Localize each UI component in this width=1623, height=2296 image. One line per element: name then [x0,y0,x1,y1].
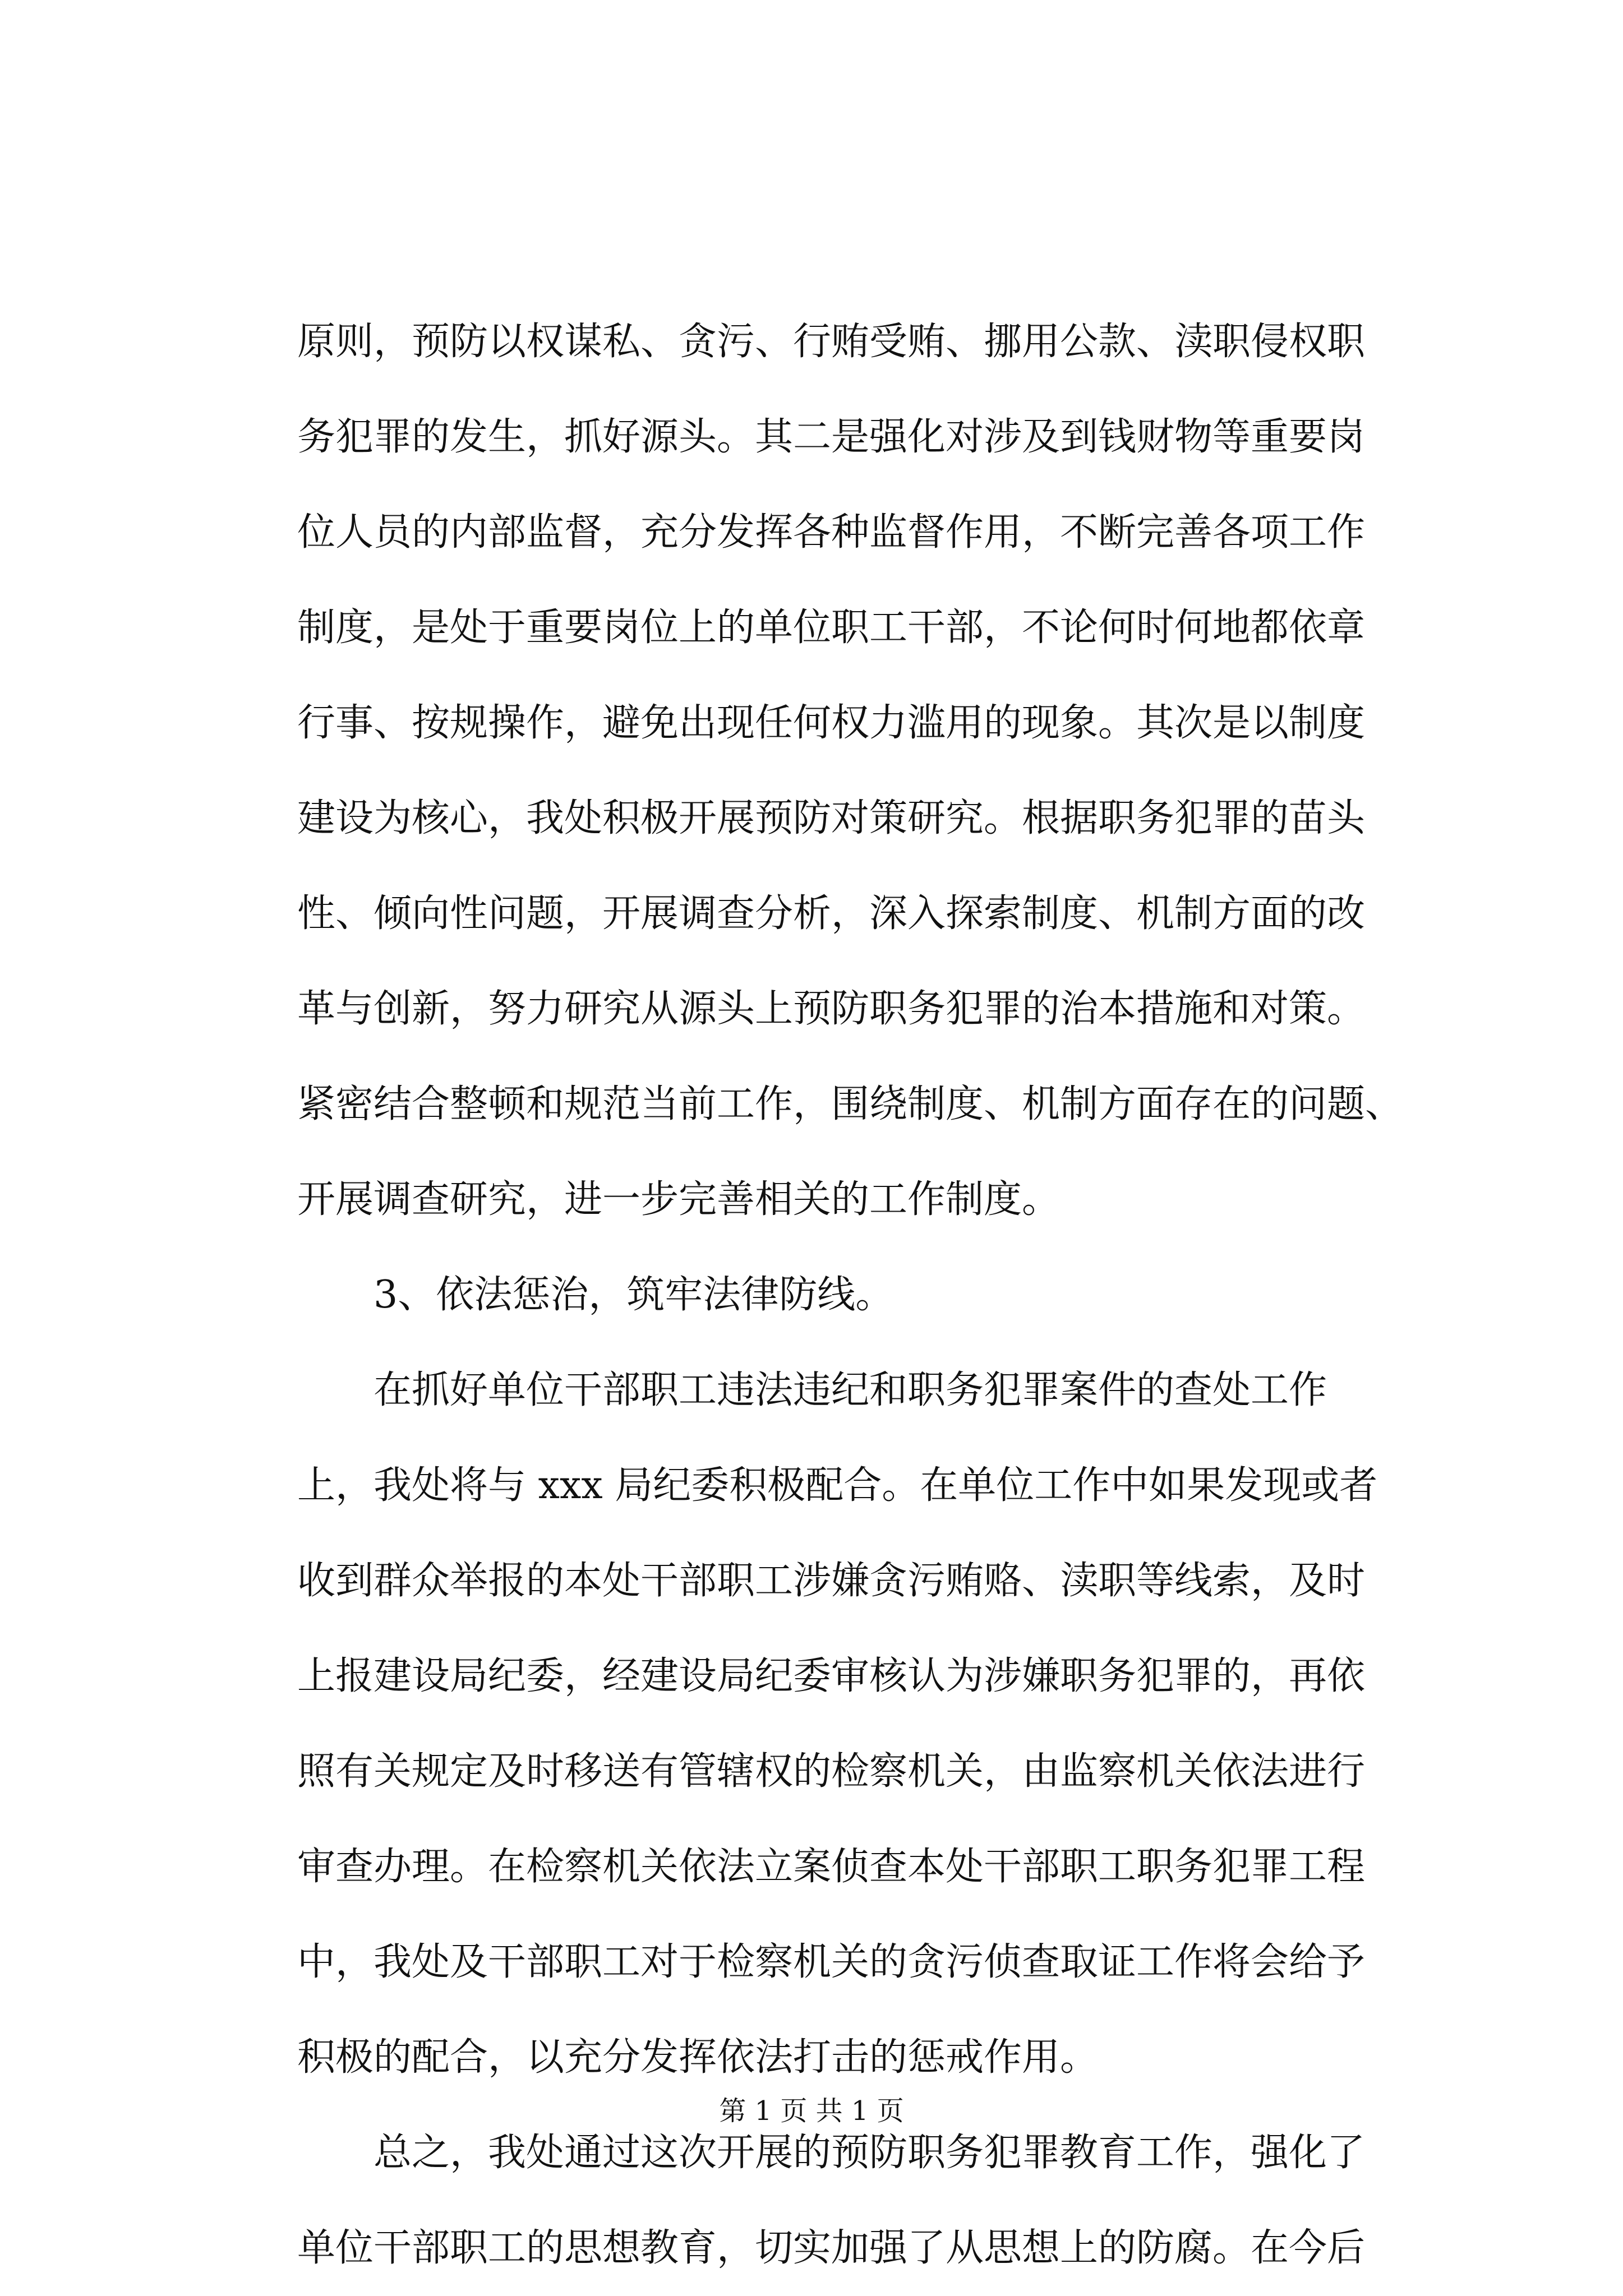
text-line: 照有关规定及时移送有管辖权的检察机关，由监察机关依法进行 [297,1749,1366,1794]
text-line: 建设为核心，我处积极开展预防对策研究。根据职务犯罪的苗头 [297,796,1366,840]
text-line: 审查办理。在检察机关依法立案侦查本处干部职工职务犯罪工程 [297,1845,1366,1889]
text-line: 上报建设局纪委，经建设局纪委审核认为涉嫌职务犯罪的，再依 [297,1654,1366,1698]
text-line: 务犯罪的发生，抓好源头。其二是强化对涉及到钱财物等重要岗 [297,415,1366,459]
text-line: 革与创新，努力研究从源头上预防职务犯罪的治本措施和对策。 [297,987,1366,1031]
page-footer: 第 1 页 共 1 页 [719,2095,904,2127]
text-line: 上，我处将与 xxx 局纪委积极配合。在单位工作中如果发现或者 [297,1463,1378,1508]
text-line: 在抓好单位干部职工违法违纪和职务犯罪案件的查处工作 [297,1368,1327,1412]
body-text [297,294,1419,2296]
text-line: 单位干部职工的思想教育，切实加强了从思想上的防腐。在今后 [297,2226,1366,2270]
section-heading: 3、依法惩治，筑牢法律防线。 [297,1273,894,1317]
text-line: 位人员的内部监督，充分发挥各种监督作用，不断完善各项工作 [297,510,1366,555]
text-line: 总之，我处通过这次开展的预防职务犯罪教育工作，强化了 [297,2131,1366,2175]
text-line: 积极的配合，以充分发挥依法打击的惩戒作用。 [297,2035,1099,2080]
text-line: 紧密结合整顿和规范当前工作，围绕制度、机制方面存在的问题、 [297,1082,1404,1126]
text-line: 开展调查研究，进一步完善相关的工作制度。 [297,1177,1061,1222]
text-line: 收到群众举报的本处干部职工涉嫌贪污贿赂、渎职等线索，及时 [297,1559,1366,1603]
text-line: 性、倾向性问题，开展调查分析，深入探索制度、机制方面的改 [297,891,1366,936]
text-line: 原则，预防以权谋私、贪污、行贿受贿、挪用公款、渎职侵权职 [297,320,1366,364]
text-line: 制度，是处于重要岗位上的单位职工干部，不论何时何地都依章 [297,606,1366,650]
text-line: 行事、按规操作，避免出现任何权力滥用的现象。其次是以制度 [297,701,1366,745]
text-line: 中，我处及干部职工对于检察机关的贪污侦查取证工作将会给予 [297,1940,1366,1984]
